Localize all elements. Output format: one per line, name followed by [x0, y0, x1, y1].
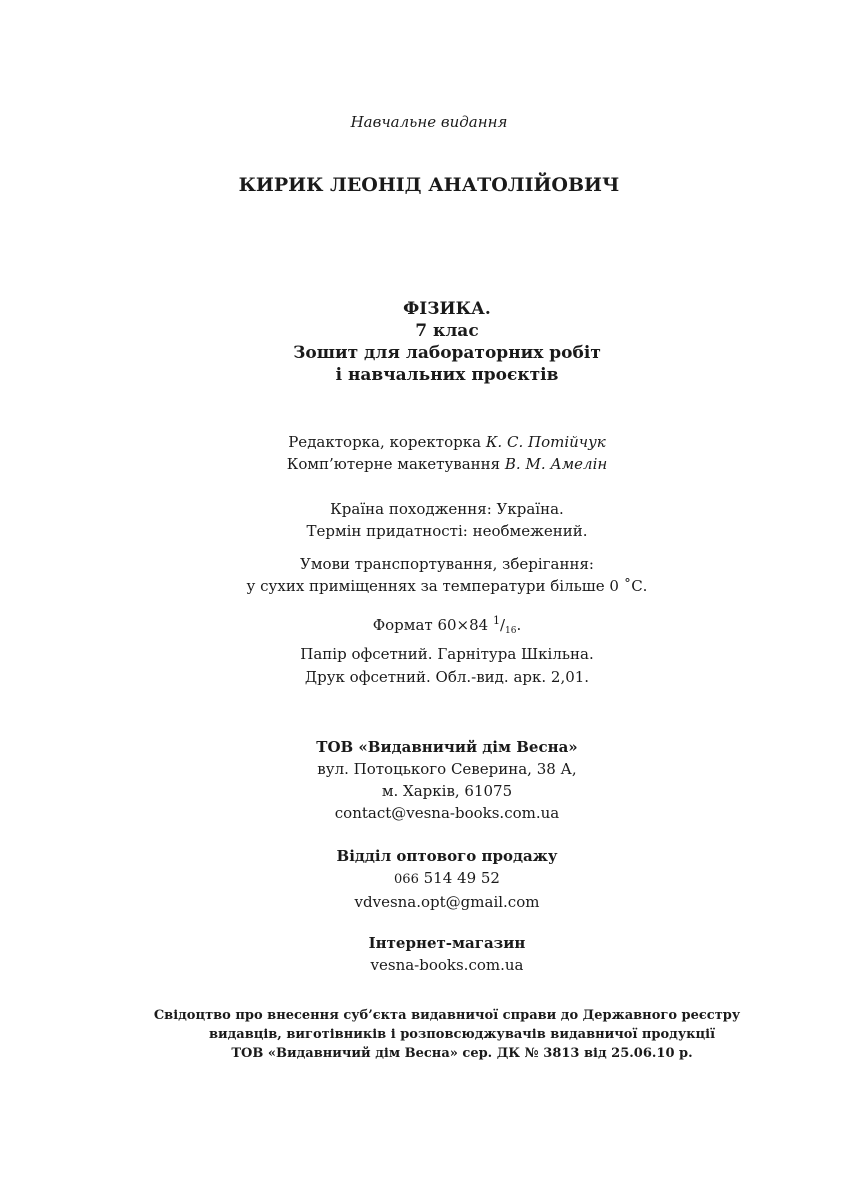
format-suffix: .	[516, 616, 522, 634]
country-of-origin: Країна походження: Україна.	[330, 500, 564, 518]
format-frac-sep: /	[499, 616, 506, 634]
author-name	[0, 174, 858, 196]
format-frac-num: 1	[492, 614, 500, 627]
author-name-text: КИРИК ЛЕОНІД АНАТОЛІЙОВИЧ	[238, 174, 620, 196]
shop-block	[18, 932, 858, 976]
title-line-3: Зошит для лабораторних робіт	[293, 343, 601, 363]
format-frac-den: 16	[505, 626, 517, 636]
credit-layout	[18, 453, 858, 475]
certificate-line-3: ТОВ «Видавничий дім Весна» сер. ДК № 3813 від 25.06.10 р.	[231, 1046, 693, 1061]
edition-type	[0, 113, 858, 131]
storage-conditions	[18, 553, 858, 597]
format-line	[18, 609, 858, 643]
title-line-4: і навчальних проєктів	[335, 365, 559, 385]
format-info	[18, 609, 858, 689]
edition-type-text: Навчальне видання	[350, 113, 508, 131]
editor-label: Редакторка, коректорка	[288, 433, 482, 451]
origin-info	[18, 498, 858, 542]
publisher-city: м. Харків, 61075	[381, 782, 513, 800]
publisher-block	[18, 736, 858, 824]
title-line-1: ФІЗИКА.	[403, 299, 491, 319]
shop-url: vesna-books.com.ua	[370, 956, 524, 974]
certificate-block	[18, 1006, 858, 1063]
wholesale-title: Відділ оптового продажу	[336, 847, 558, 865]
editor-name: К. С. Потійчук	[485, 433, 606, 451]
phone-number: 514 49 52	[418, 869, 500, 887]
layout-name: В. М. Амелін	[504, 455, 608, 473]
shelf-life: Термін придатності: необмежений.	[306, 522, 588, 540]
layout-label: Комп’ютерне макетування	[286, 455, 501, 473]
wholesale-block	[18, 845, 858, 913]
publisher-email: contact@vesna-books.com.ua	[334, 804, 560, 822]
storage-line-1: Умови транспортування, зберігання:	[300, 555, 594, 573]
certificate-line-1: Свідоцтво про внесення суб’єкта видавничої справи до Державного реєстру	[153, 1008, 741, 1023]
book-title	[18, 298, 858, 386]
credit-editor	[18, 431, 858, 453]
print-info: Друк офсетний. Обл.-вид. арк. 2,01.	[304, 668, 590, 686]
phone-code: 066	[394, 872, 419, 887]
format-prefix: Формат 60×84	[372, 616, 493, 634]
publisher-street: вул. Потоцького Северина, 38 А,	[317, 760, 577, 778]
wholesale-phone	[18, 867, 858, 891]
storage-line-2: у сухих приміщеннях за температури більше 0 ˚С.	[246, 577, 648, 595]
shop-title: Інтернет-магазин	[368, 934, 526, 952]
publisher-name: ТОВ «Видавничий дім Весна»	[316, 738, 578, 756]
wholesale-email: vdvesna.opt@gmail.com	[354, 893, 540, 911]
certificate-line-2: видавців, виготівників і розповсюджувачів видавничої продукції	[208, 1027, 716, 1042]
credits	[18, 431, 858, 475]
paper-info: Папір офсетний. Гарнітура Шкільна.	[300, 645, 594, 663]
title-line-2: 7 клас	[415, 321, 479, 341]
